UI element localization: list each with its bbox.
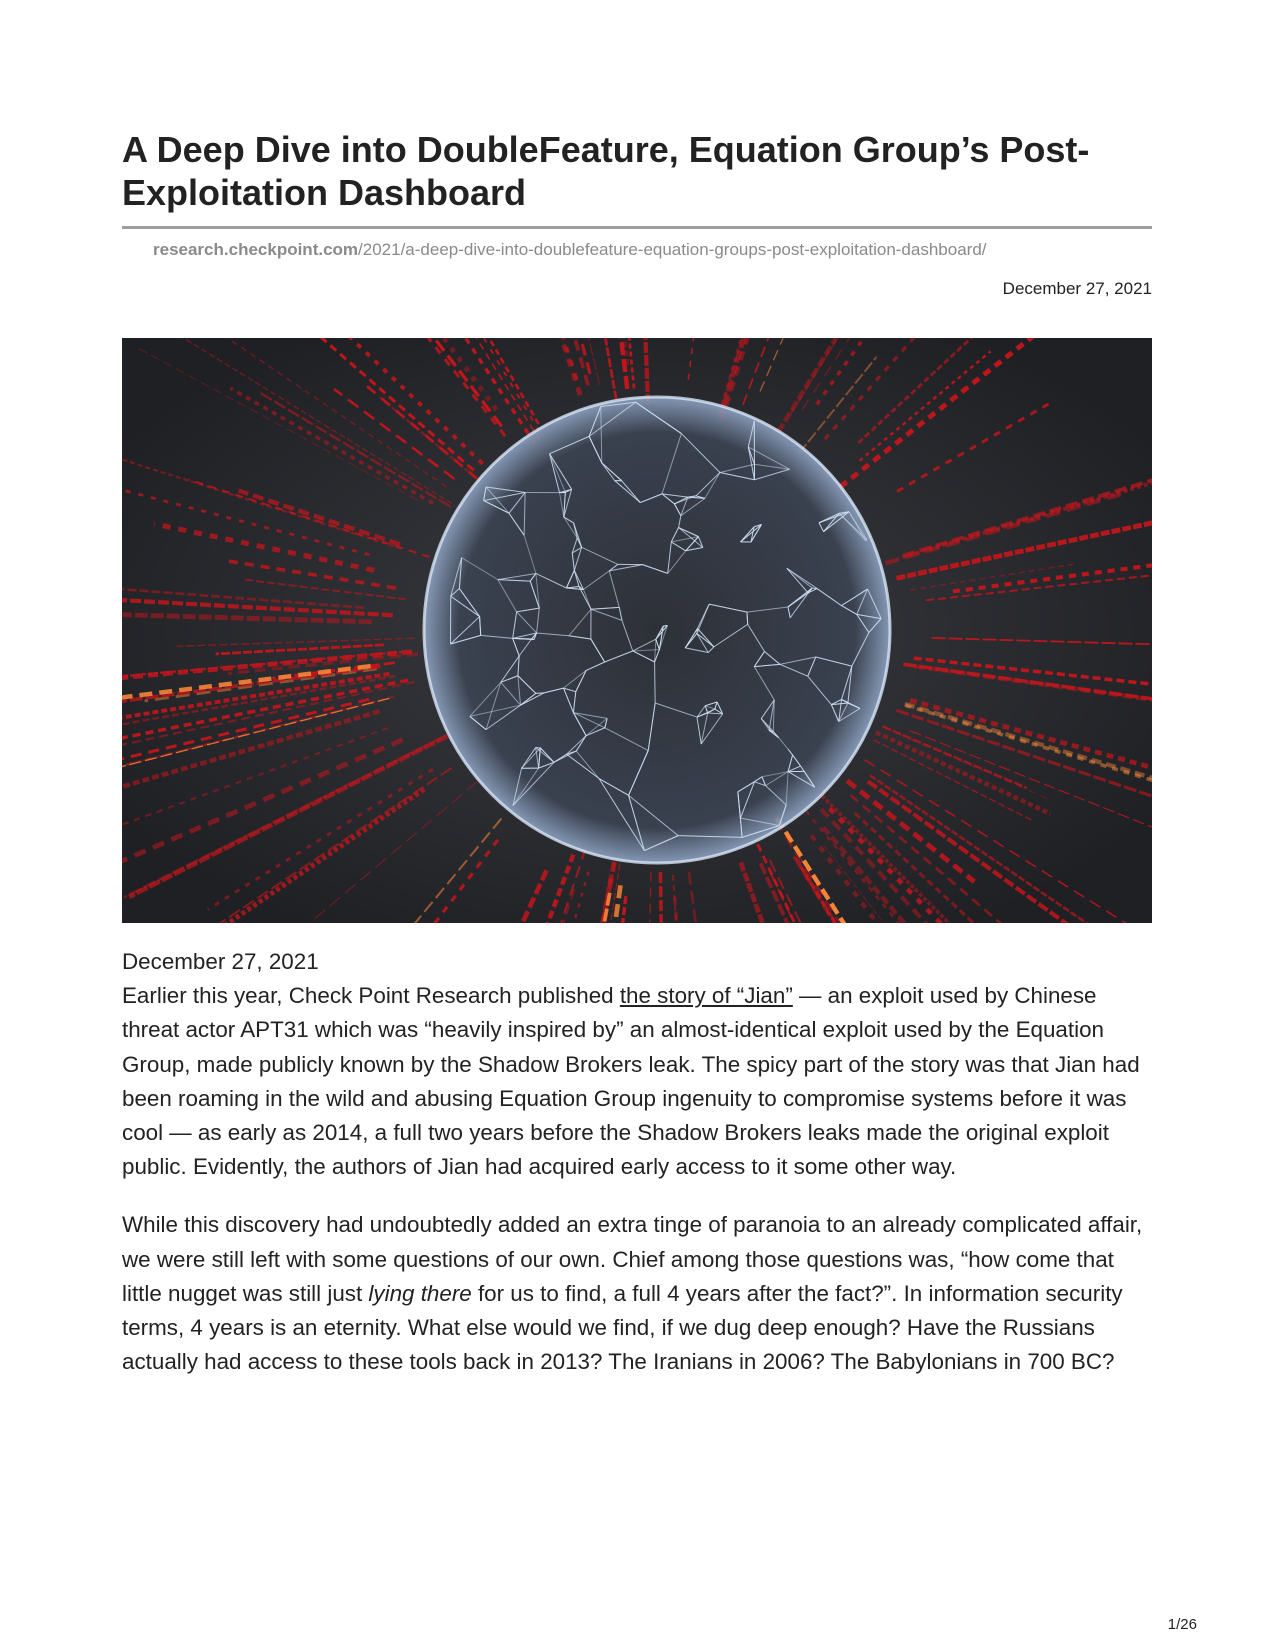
p1-text-start: Earlier this year, Check Point Research published [122, 983, 620, 1009]
p2-emphasis: lying there [368, 1280, 472, 1306]
p2-text-start: While this discovery had undoubtedly added an extra tinge of paranoia to an already complicated affair, we were still left with some questions of our own. Chief among those questions was, “how come that little nugget was still just [122, 1212, 1143, 1306]
hero-image [122, 338, 1152, 923]
p2-text-end: for us to find, a full 4 years after the fact?”. In information security terms, 4 years is an eternity. What else would we find, if we dug deep enough? Have the Russians actually had access to these tools back in 2013? The Iranians in 2006? The Babylonians in 700 BC? [122, 1280, 1123, 1375]
url-host: research.checkpoint.com [153, 240, 359, 259]
p1-text-end: — an exploit used by Chinese threat actor APT31 which was “heavily inspired by” an almost-identical exploit used by the Equation Group, made publicly known by the Shadow Brokers leak. The spicy part of the story was that Jian had been roaming in the wild and abusing Equation Group ingenuity to compromise systems before it was cool — as early as 2014, a full two years before the Shadow Brokers leaks made the original exploit public. Evidently, the authors of Jian had acquired early access to it some other way. [122, 983, 1140, 1180]
article-title: A Deep Dive into DoubleFeature, Equation Group’s Post-Exploitation Dashboard [122, 129, 1090, 213]
jian-story-link[interactable]: the story of “Jian” [619, 983, 793, 1009]
publish-date-top: December 27, 2021 [1002, 279, 1152, 298]
page-number: 1/26 [1167, 1616, 1197, 1633]
url-path: /2021/a-deep-dive-into-doublefeature-equation-groups-post-exploitation-dashboard/ [358, 240, 987, 259]
title-divider [122, 226, 1152, 229]
article-body [122, 945, 1152, 1379]
paragraph-2 [122, 1208, 1152, 1379]
source-url[interactable] [153, 240, 987, 260]
publish-date-body: December 27, 2021 [122, 949, 319, 974]
paragraph-1 [122, 979, 1152, 1184]
network-globe-binary-image [122, 338, 1152, 923]
